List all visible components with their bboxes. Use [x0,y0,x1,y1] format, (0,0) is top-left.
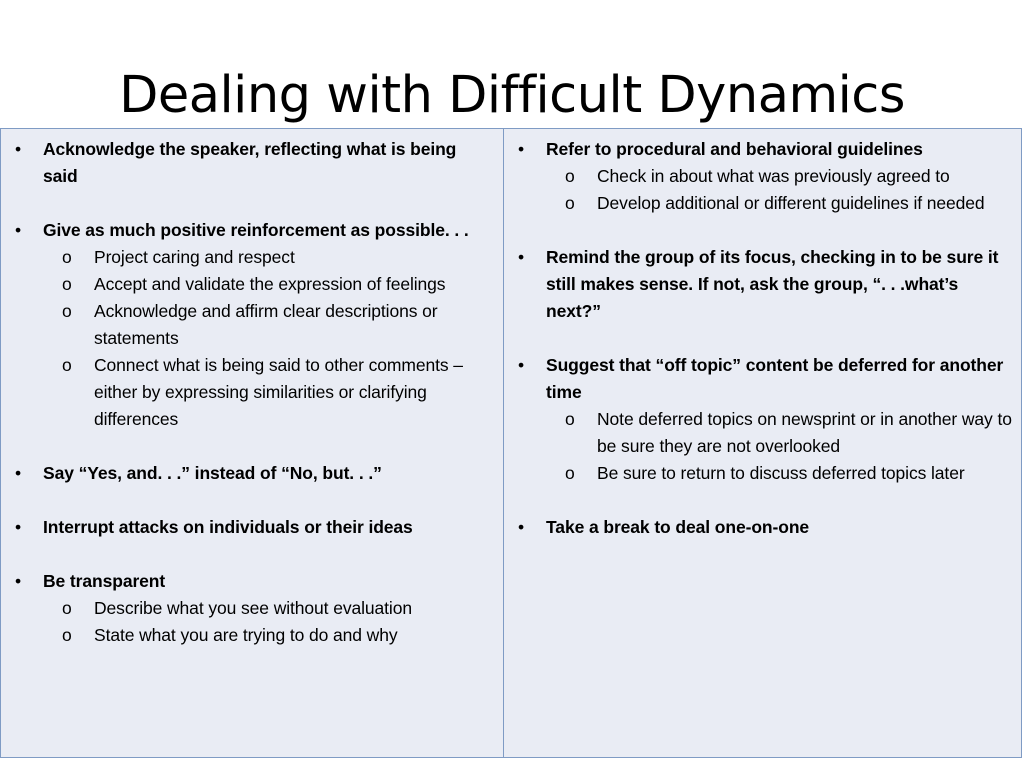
bullet-text: Give as much positive reinforcement as possible. . . [43,220,469,240]
bullet-marker: • [15,571,22,591]
sub-bullet-marker: o [565,166,575,186]
bullet-item [514,244,1013,325]
bullet-marker: • [15,517,22,537]
sub-bullet-marker: o [62,355,72,375]
sub-bullet-item [546,190,1013,217]
bullet-text: Acknowledge the speaker, reflecting what is being said [43,139,457,186]
sub-bullet-marker: o [565,409,575,429]
bullet-marker: • [518,247,525,267]
sub-bullet-item [43,271,495,298]
bullet-item [11,568,495,649]
sub-bullet-marker: o [62,598,72,618]
bullet-item [11,514,495,541]
bullet-item [11,136,495,190]
bullet-marker: • [518,355,525,375]
sub-bullet-item [546,460,1013,487]
sub-bullet-marker: o [62,274,72,294]
bullet-item [11,217,495,433]
bullet-text: Refer to procedural and behavioral guidelines [546,139,923,159]
bullet-marker: • [15,220,22,240]
sub-bullet-text: Acknowledge and affirm clear descriptions or statements [94,301,438,348]
bullet-text: Suggest that “off topic” content be deferred for another time [546,355,1004,402]
bullet-text: Take a break to deal one-on-one [546,517,810,537]
sub-bullet-text: Project caring and respect [94,247,295,267]
bullet-marker: • [518,517,525,537]
bullet-text: Say “Yes, and. . .” instead of “No, but. . .” [43,463,382,483]
bullet-marker: • [15,463,22,483]
bullet-text: Interrupt attacks on individuals or their ideas [43,517,413,537]
sub-bullet-item [546,163,1013,190]
sub-bullet-list [43,595,495,649]
bullet-marker: • [518,139,525,159]
sub-bullet-list [546,406,1013,487]
sub-bullet-list [43,244,495,433]
bullet-item [514,136,1013,217]
sub-bullet-marker: o [62,301,72,321]
bullet-item [514,514,1013,541]
right-column [503,129,1021,757]
sub-bullet-text: State what you are trying to do and why [94,625,398,645]
bullet-text: Be transparent [43,571,166,591]
sub-bullet-marker: o [565,193,575,213]
sub-bullet-item [43,595,495,622]
sub-bullet-text: Accept and validate the expression of feelings [94,274,446,294]
sub-bullet-text: Note deferred topics on newsprint or in another way to be sure they are not overlooked [597,409,1012,456]
sub-bullet-text: Be sure to return to discuss deferred topics later [597,463,965,483]
slide-title: Dealing with Difficult Dynamics [119,66,905,125]
bullet-item [11,460,495,487]
sub-bullet-text: Describe what you see without evaluation [94,598,412,618]
bullet-marker: • [15,139,22,159]
sub-bullet-item [546,406,1013,460]
bullet-text: Remind the group of its focus, checking in to be sure it still makes sense. If not, ask the group, “. . .what’s next?” [546,247,999,321]
sub-bullet-item [43,298,495,352]
bullet-item [514,352,1013,487]
sub-bullet-item [43,244,495,271]
sub-bullet-item [43,352,495,433]
bullet-list [11,136,495,649]
left-column [1,129,503,757]
sub-bullet-marker: o [565,463,575,483]
sub-bullet-text: Check in about what was previously agreed to [597,166,950,186]
sub-bullet-item [43,622,495,649]
sub-bullet-text: Develop additional or different guidelines if needed [597,193,985,213]
sub-bullet-marker: o [62,247,72,267]
sub-bullet-text: Connect what is being said to other comments – either by expressing similarities or clarifying differences [94,355,463,429]
sub-bullet-list [546,163,1013,217]
bullet-list [514,136,1013,541]
content-table [0,128,1022,758]
sub-bullet-marker: o [62,625,72,645]
